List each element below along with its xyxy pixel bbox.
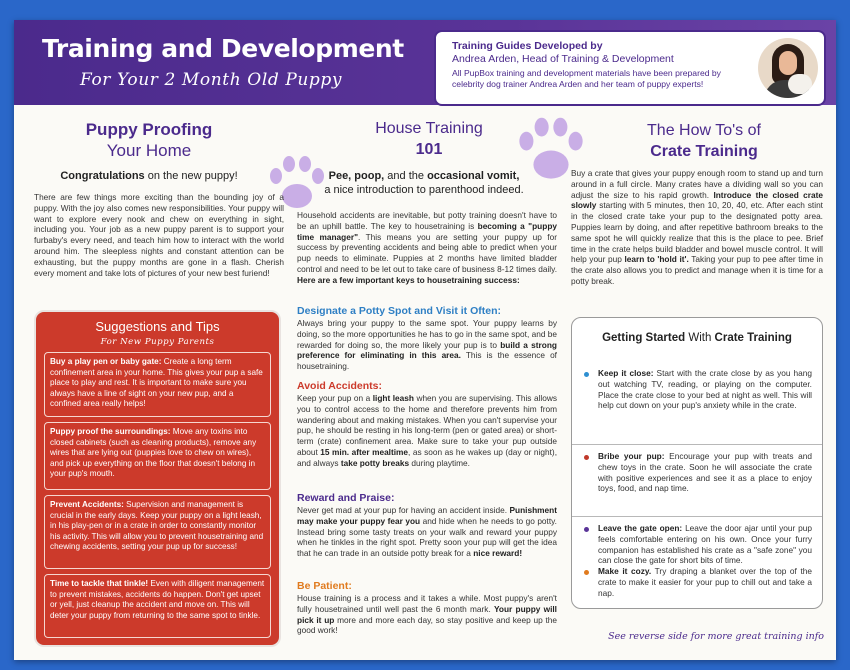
puppy-proofing-subtitle: Your Home <box>106 141 192 160</box>
bullet-dot-icon <box>584 372 589 377</box>
guide-heading: Training Guides Developed by <box>452 40 603 52</box>
section-heading-reward-praise: Reward and Praise: <box>297 492 395 504</box>
footer-note: See reverse side for more great training info <box>608 631 824 642</box>
getting-started-title: Getting Started With Crate Training <box>602 332 792 344</box>
bullet-dot-icon <box>584 527 589 532</box>
puppy-proofing-intro: There are few things more exciting than the bounding joy of a puppy. With the joy also comes new responsibilities. Your puppy will want to explore every nook and chew on everything in sight, including you. Your job as a new puppy parent is to support your furbaby's every need, and teach him how to interact with the world around him. The sleepless nights and constant attention can be exhausting, but the puppy months are gone in a flash. Cherish every moment and take lots of pictures of your new best furiend! <box>34 192 284 278</box>
guide-author: Andrea Arden, Head of Training & Development <box>452 53 674 65</box>
house-training-number: 101 <box>415 141 443 158</box>
bullet-dot-icon <box>584 455 589 460</box>
getting-started-item: Make it cozy. Try draping a blanket over the top of the crate to make it easier for your pup to chill out and take a nap. <box>572 566 822 606</box>
house-training-intro: Household accidents are inevitable, but potty training doesn't have to be an uphill battle. The key to housetraining is becoming a "puppy time manager". This means you are setting your puppy up for success by preventing accidents and being able to predict when your pup needs to eliminate. Puppies at 2 months have limited bladder control and need to be let out to take care of business 8-12 times daily. Here are a few important keys to housetraining success: <box>297 210 557 285</box>
section-heading-potty-spot: Designate a Potty Spot and Visit it Often: <box>297 305 501 317</box>
banner-subtitle: For Your 2 Month Old Puppy <box>80 70 343 90</box>
trainer-portrait <box>758 38 818 98</box>
getting-started-item: Bribe your pup: Encourage your pup with treats and chew toys in the crate. Soon he will associate the crate with positive experiences and see it as a place to enjoy toys, food, and nap time. <box>572 444 822 517</box>
crate-training-title-bold: Crate Training <box>650 143 758 160</box>
header-banner <box>14 20 836 105</box>
tips-subtitle: For New Puppy Parents <box>100 337 215 347</box>
section-body-reward-praise: Never get mad at your pup for having an accident inside. Punishment may make your puppy fear you and hide when he needs to go potty. Instead bring some tasty treats on your walk and reward your puppy when he tinkles in the right spot. Pretty soon your pup will get the idea that he can trade in an outside potty break for a nice reward! <box>297 505 557 559</box>
getting-started-item: Keep it close: Start with the crate close by as you hang out watching TV, reading, or playing on the computer. Place the crate close to your bed at night as well. This will help cut down on your pup's anxiety while in the crate. <box>572 362 822 452</box>
tip-item: Buy a play pen or baby gate: Create a long term confinement area in your home. This gives your pup a safe place to play and rest. It is important to make sure you always have a line of sight on your new pup, and a confined area really helps! <box>44 352 271 417</box>
pee-poop-tagline: Pee, poop, and the occasional vomit, a nice introduction to parenthood indeed. <box>324 170 524 196</box>
suggestions-tips-box <box>34 310 281 647</box>
tips-title: Suggestions and Tips <box>95 319 220 334</box>
bullet-dot-icon <box>584 570 589 575</box>
section-body-avoid-accidents: Keep your pup on a light leash when you are supervising. This allows you to control access to the home and therefore prevents him from wandering about and making mistakes. When you can't supervise your pup, he should be resting in his long-term (pen or gated area) or short-term (crate) confinement area. Make sure to take your pup outside about 15 min. after mealtime, as soon as he wakes up (day or night), and always take potty breaks during playtime. <box>297 393 558 468</box>
tip-item: Prevent Accidents: Supervision and management is crucial in the early days. Keep your puppy on a light leash, in his play-pen or in a crate in order to constantly monitor his activity. This will allow you to prevent housetraining and chewing accidents, setting your pup up for success! <box>44 495 271 569</box>
section-heading-avoid-accidents: Avoid Accidents: <box>297 380 382 392</box>
puppy-proofing-title: Puppy Proofing <box>85 120 213 139</box>
house-training-title: House Training <box>375 120 483 137</box>
banner-title: Training and Development <box>42 34 404 63</box>
section-body-be-patient: House training is a process and it takes a while. Most puppy's aren't fully housetrained until well past the 6 month mark. Your puppy will pick it up more and more each day, so stay positive and keep up the good work! <box>297 593 558 636</box>
guide-description: All PupBox training and development materials have been prepared by celebrity dog trainer Andrea Arden and her team of puppy experts! <box>452 68 721 89</box>
getting-started-item: Leave the gate open: Leave the door ajar until your pup feels comfortable entering on his own. Once your furry companion has established his crate as a "safe zone" you can close the gate for short bits of time. <box>572 516 822 589</box>
congrats-line: Congratulations on the new puppy! <box>60 170 238 182</box>
training-card <box>14 20 836 660</box>
getting-started-box <box>571 317 823 609</box>
crate-training-title: The How To's of <box>647 122 761 139</box>
section-body-potty-spot: Always bring your puppy to the same spot. Your puppy learns by doing, so the more opportunities he has to go in the same spot, and be rewarded for doing so, the more likely your pup is to build a strong preference for eliminating in this area. This is the essence of housetraining. <box>297 318 557 372</box>
crate-training-body: Buy a crate that gives your puppy enough room to stand up and turn around in a full circle. Many crates have a dividing wall so you can adjust the size to his rapid growth. Introduce the closed crate slowly starting with 5 minutes, then 10, 20, 40, etc. After each stint in the closed crate take your pup to the designated potty area. Puppies learn by doing, and after repetitive bathroom breaks to the same spot he will quickly realize that this is the place to pee. Brief time in the crate helps build bladder and bowel muscle control. It will help your pup learn to 'hold it'. Taking your pup to pee after time in the crate also allows you to predict and manage when it is time for a potty break. <box>571 168 824 286</box>
section-heading-be-patient: Be Patient: <box>297 580 352 592</box>
tip-item: Puppy proof the surroundings: Move any toxins into closed cabinets (such as cleaning products), remove any wires that are lying out (puppies love to chew on wires), and pick up everything on the floor that doesn't belong in your pup's mouth. <box>44 422 271 490</box>
guide-credit-box <box>434 30 826 106</box>
tip-item: Time to tackle that tinkle! Even with diligent management to prevent mistakes, accidents do happen. Don't get upset or yell, just cleanup the accident and move on. This will deter your puppy from returning to the same spot to tinkle. <box>44 574 271 638</box>
